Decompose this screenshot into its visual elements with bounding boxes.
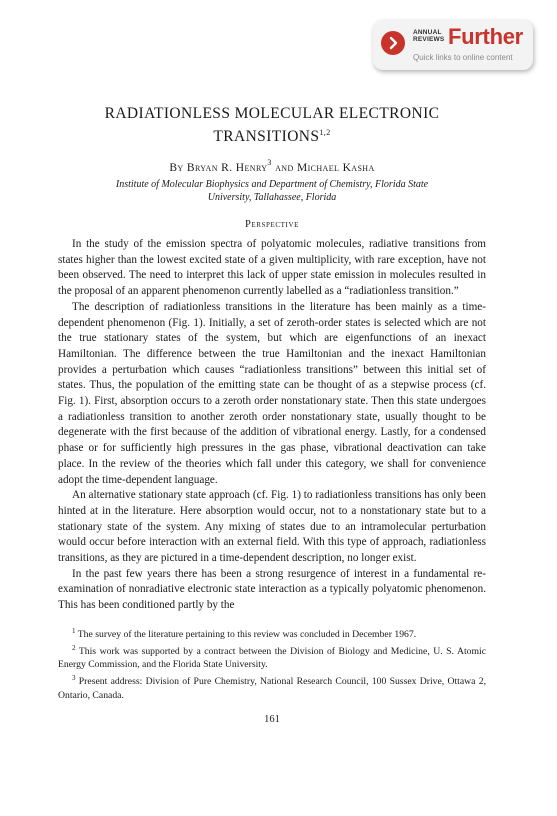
article-title	[58, 104, 486, 146]
body-text	[58, 237, 486, 614]
footnote-mark: 1	[72, 626, 76, 635]
brand-line-1: ANNUAL	[413, 29, 442, 36]
page-number: 161	[264, 713, 280, 725]
footnote-mark: 2	[72, 643, 76, 652]
authors-by: By	[169, 162, 184, 174]
further-badge[interactable]	[373, 20, 533, 70]
affiliation-line-2: University, Tallahassee, Florida	[207, 191, 337, 203]
footnote	[58, 672, 486, 703]
section-heading: Perspective	[244, 219, 300, 230]
footnote-mark: 3	[72, 674, 76, 683]
footnote	[58, 625, 486, 642]
author-2: Michael Kasha	[296, 162, 375, 174]
title-line-1: RADIATIONLESS MOLECULAR ELECTRONIC	[104, 105, 440, 122]
footnote-text: The survey of the literature pertaining to this review was concluded in December 1967.	[77, 628, 417, 640]
further-subtitle: Quick links to online content	[413, 53, 513, 62]
paragraph: An alternative stationary state approach (cf. Fig. 1) to radiationless transitions has only been hinted at in the literature. Here absorption would occur, not to a nonstationary state but to a stationary state of the system. Any mixing of states due to an intramolecular perturbation would occur before interaction with an external field. With this type of approach, radiationless transitions, as they are pictured in a time-dependent description, no longer exist.	[58, 489, 486, 565]
paragraph: In the study of the emission spectra of polyatomic molecules, radiative transitions from states higher than the lowest excited state of a given multiplicity, with rare exception, have not been observed. The need to interpret this lack of upper state emission in molecules resulted in the proposal of an apparent phenomenon currently labelled as a “radiationless transition.”	[58, 238, 486, 298]
footnote-text: This work was supported by a contract between the Division of Biology and Medicine, U. S. Atomic Energy Commission, and the Florida State University.	[58, 645, 487, 671]
further-arrow-icon	[381, 31, 405, 55]
paragraph: The description of radiationless transitions in the literature has been mainly as a time-dependent phenomenon (Fig. 1). Initially, a set of zeroth-order states is selected which are not the true stationary states of the system, but which are eigenfunctions of an inexact Hamiltonian. The difference between the true Hamiltonian and the inexact Hamiltonian provides a perturbation which causes “radiationless transitions” between this initial set of states. Thus, the population of the emitting state can be thought of as a stepwise process (cf. Fig. 1). First, absorption occurs to a zeroth order nonstationary state. Then this state undergoes a radiationless transition to another zeroth order nonstationary state, usually thought to be degenerate with the first because of the addition of vibrational energy. Lastly, for a condensed phase or for sufficiently high pressures in the gas phase, vibrational deactivation can take place. In the review of the theories which fall under this category, we shall for convenience adopt the time-dependent language.	[58, 300, 486, 486]
further-word: Further	[448, 24, 523, 49]
footnote	[58, 642, 486, 673]
affiliation	[58, 179, 486, 204]
author-1: Bryan R. Henry	[186, 162, 268, 174]
footnotes	[58, 625, 486, 703]
affiliation-line-1: Institute of Molecular Biophysics and Department of Chemistry, Florida State	[115, 179, 429, 190]
author-1-footnote-mark: 3	[267, 158, 272, 167]
authors-and: and	[275, 162, 294, 174]
article-page	[58, 104, 486, 725]
author-line	[58, 158, 486, 174]
paragraph: In the past few years there has been a strong resurgence of interest in a fundamental re-examination of nonradiative electronic state interaction as a typically polyatomic phenomenon. This has been conditioned partly by the	[58, 567, 486, 612]
footnote-text: Present address: Division of Pure Chemistry, National Research Council, 100 Sussex Drive, Ottawa 2, Ontario, Canada.	[58, 676, 487, 702]
title-footnote-marks: 1,2	[319, 128, 331, 137]
title-line-2: TRANSITIONS	[213, 128, 320, 145]
annual-reviews-logo	[413, 29, 447, 43]
brand-line-2: REVIEWS	[413, 36, 445, 43]
